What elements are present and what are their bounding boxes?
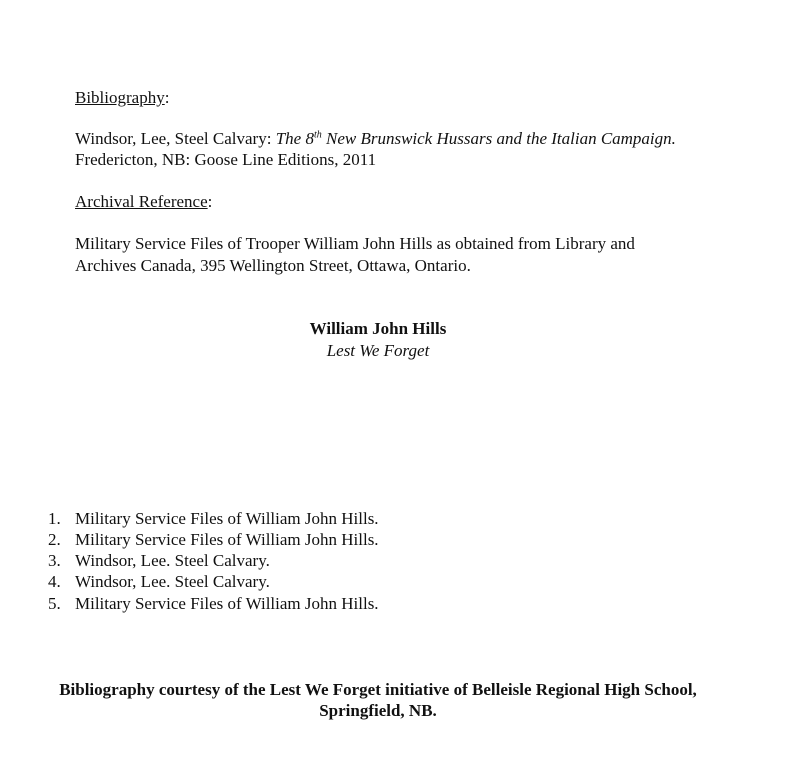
- note-text: Windsor, Lee. Steel Calvary.: [75, 551, 270, 570]
- bibliography-entry-line1: [75, 128, 676, 149]
- note-text: Military Service Files of William John Hills.: [75, 594, 379, 613]
- footer-line2: Springfield, NB.: [319, 701, 437, 720]
- archival-line1: Military Service Files of Trooper William John Hills as obtained from Library and: [75, 234, 635, 253]
- note-number: 1.: [48, 509, 61, 528]
- bibliography-entry-line2: Fredericton, NB: Goose Line Editions, 2011: [75, 150, 377, 169]
- entry-title: [276, 129, 676, 148]
- note-number: 2.: [48, 530, 61, 549]
- archival-line2: Archives Canada, 395 Wellington Street, Ottawa, Ontario.: [75, 256, 471, 275]
- title-post: New Brunswick Hussars and the Italian Campaign.: [321, 129, 676, 148]
- note-text: Military Service Files of William John Hills.: [75, 509, 379, 528]
- archival-heading-text: Archival Reference: [75, 192, 208, 211]
- title-sup: th: [313, 129, 322, 141]
- bibliography-heading-text: Bibliography: [75, 88, 165, 107]
- colon: :: [164, 88, 170, 107]
- note-number: 5.: [48, 594, 61, 613]
- entry-author: Windsor, Lee, Steel Calvary:: [75, 129, 276, 148]
- memorial-name: William John Hills: [309, 319, 447, 338]
- note-text: Windsor, Lee. Steel Calvary.: [75, 572, 270, 591]
- bibliography-heading: [75, 87, 169, 108]
- title-pre: The 8: [275, 129, 314, 148]
- archival-heading: [75, 191, 212, 212]
- note-number: 4.: [48, 572, 61, 591]
- note-text: Military Service Files of William John Hills.: [75, 530, 379, 549]
- colon: :: [207, 192, 213, 211]
- note-number: 3.: [48, 551, 61, 570]
- memorial-motto: Lest We Forget: [326, 341, 430, 360]
- footer-line1: Bibliography courtesy of the Lest We Forget initiative of Belleisle Regional High School,: [59, 680, 697, 699]
